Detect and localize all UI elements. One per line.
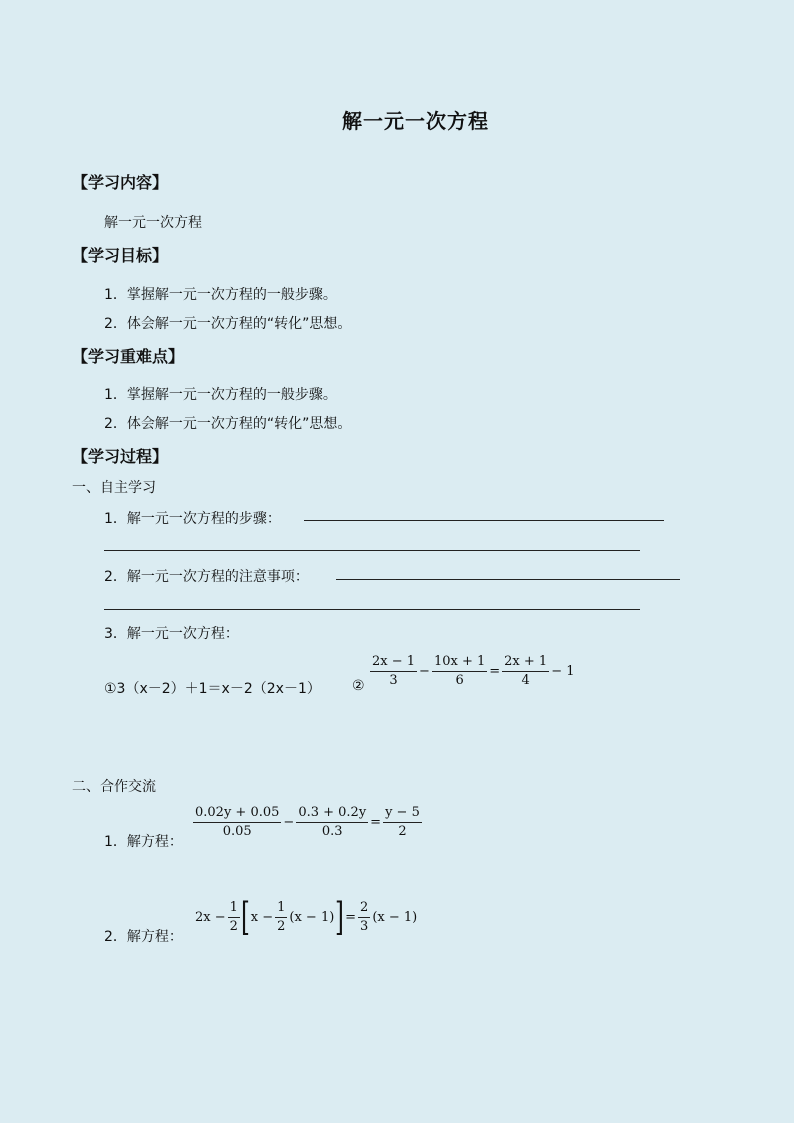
- page-title: 解一元一次方程: [342, 109, 489, 133]
- denominator: 3: [360, 918, 369, 934]
- fraction: [370, 655, 417, 688]
- question-solve: 3．解一元一次方程：: [104, 626, 239, 642]
- numerator: 0.02y + 0.05: [193, 806, 281, 823]
- section-heading-process: 【学习过程】: [72, 447, 169, 466]
- part1-heading: 一、自主学习: [72, 480, 156, 496]
- fraction: [432, 655, 487, 688]
- answer-line: [104, 609, 640, 610]
- answer-line: [336, 579, 680, 580]
- content-text: 解一元一次方程: [104, 215, 202, 231]
- fraction: [358, 901, 370, 934]
- fraction: [296, 806, 368, 839]
- numerator: 0.3 + 0.2y: [296, 806, 368, 823]
- numerator: y − 5: [383, 806, 422, 823]
- numerator: 1: [275, 901, 287, 918]
- equals-sign: =: [345, 909, 357, 925]
- fraction: [228, 901, 240, 934]
- question-notes: 2．解一元一次方程的注意事项：: [104, 569, 309, 585]
- numerator: 2x + 1: [502, 655, 549, 672]
- part2-heading: 二、合作交流: [72, 779, 156, 795]
- question-steps: 1．解一元一次方程的步骤：: [104, 511, 281, 527]
- denominator: 0.3: [321, 824, 343, 839]
- fraction: [383, 806, 422, 839]
- fraction: [275, 901, 287, 934]
- section-heading-goals: 【学习目标】: [72, 246, 169, 265]
- part2-equation-1: [192, 806, 423, 839]
- part2-equation-2: [194, 895, 418, 939]
- equation-2: [369, 655, 575, 688]
- minus-sign: −: [419, 664, 430, 679]
- denominator: 2: [277, 918, 286, 934]
- denominator: 6: [455, 673, 464, 688]
- numerator: 2x − 1: [370, 655, 417, 672]
- goal-item: 2．体会解一元一次方程的“转化”思想。: [104, 316, 352, 332]
- minus-sign: −: [283, 815, 295, 830]
- paren-group: (x − 1): [289, 909, 335, 925]
- fraction: [502, 655, 549, 688]
- equation-1: ①3（x－2）＋1＝x－2（2x－1）: [104, 681, 321, 697]
- part2-question-2-label: 2．解方程：: [104, 929, 183, 945]
- numerator: 10x + 1: [432, 655, 487, 672]
- numerator: 2: [358, 901, 370, 918]
- part2-question-1-label: 1．解方程：: [104, 834, 183, 850]
- goal-item: 1．掌握解一元一次方程的一般步骤。: [104, 287, 337, 303]
- key-point-item: 2．体会解一元一次方程的“转化”思想。: [104, 416, 352, 432]
- equals-sign: =: [370, 815, 382, 830]
- denominator: 4: [521, 673, 530, 688]
- denominator: 0.05: [222, 824, 252, 839]
- right-bracket: ]: [335, 895, 345, 939]
- denominator: 3: [389, 673, 398, 688]
- inner-term: x −: [250, 909, 274, 925]
- fraction: [193, 806, 281, 839]
- answer-line: [104, 550, 640, 551]
- answer-line: [304, 520, 664, 521]
- numerator: 1: [228, 901, 240, 918]
- lead-term: 2x −: [195, 909, 226, 925]
- paren-group: (x − 1): [372, 909, 418, 925]
- denominator: 2: [398, 824, 407, 839]
- key-point-item: 1．掌握解一元一次方程的一般步骤。: [104, 387, 337, 403]
- equation-2-label: ②: [352, 678, 365, 694]
- section-heading-content: 【学习内容】: [72, 173, 169, 192]
- minus-one: − 1: [551, 664, 575, 679]
- section-heading-key-points: 【学习重难点】: [72, 347, 185, 366]
- left-bracket: [: [240, 895, 250, 939]
- equals-sign: =: [489, 664, 501, 679]
- denominator: 2: [229, 918, 238, 934]
